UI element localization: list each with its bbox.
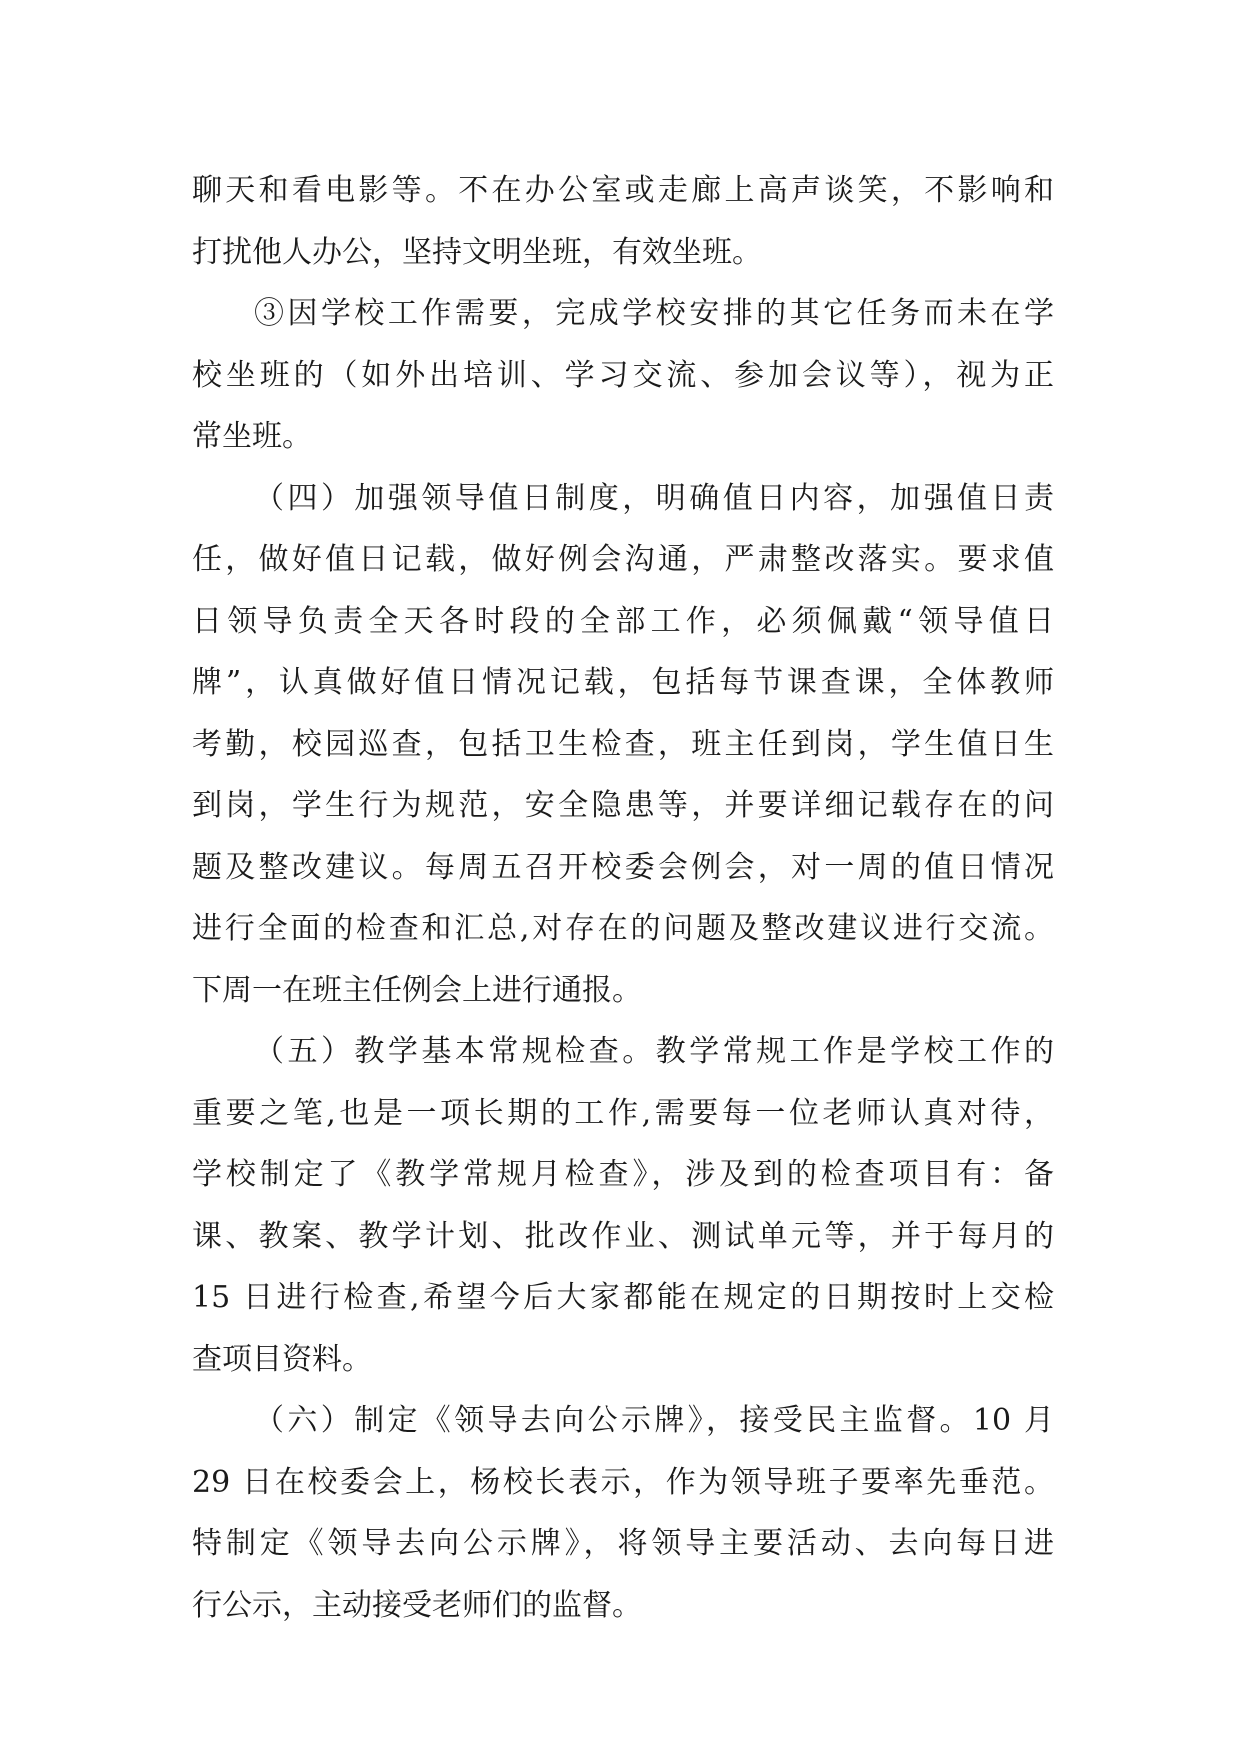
text-line: 打扰他人办公，坚持文明坐班，有效坐班。 — [192, 234, 762, 270]
text-line: 查项目资料。 — [192, 1341, 372, 1377]
text-line: （六）制定《领导去向公示牌》，接受民主监督。10 月 — [254, 1403, 1054, 1438]
text-line: 特制定《领导去向公示牌》，将领导主要活动、去向每日进 — [192, 1526, 1054, 1561]
text-line: 校坐班的（如外出培训、学习交流、参加会议等），视为正 — [192, 357, 1054, 393]
text-line: （五）教学基本常规检查。教学常规工作是学校工作的 — [254, 1034, 1054, 1069]
text-line: 下周一在班主任例会上进行通报。 — [192, 972, 642, 1008]
text-line: 学校制定了《教学常规月检查》，涉及到的检查项目有：备 — [192, 1157, 1054, 1192]
text-line: 任，做好值日记载，做好例会沟通，严肃整改落实。要求值 — [192, 542, 1054, 577]
text-line: （四）加强领导值日制度，明确值日内容，加强值日责 — [254, 480, 1054, 516]
text-line: 重要之笔,也是一项长期的工作,需要每一位老师认真对待， — [192, 1095, 1054, 1131]
text-line: 考勤，校园巡查，包括卫生检查，班主任到岗，学生值日生 — [192, 726, 1054, 762]
text-line: 课、教案、教学计划、批改作业、测试单元等，并于每月的 — [192, 1218, 1054, 1254]
text-line: 日领导负责全天各时段的全部工作，必须佩戴“领导值日 — [192, 603, 1054, 639]
text-line: 题及整改建议。每周五召开校委会例会，对一周的值日情况 — [192, 849, 1054, 885]
text-line: 牌”，认真做好值日情况记载，包括每节课查课，全体教师 — [192, 665, 1054, 700]
text-line: 常坐班。 — [192, 419, 312, 454]
text-line: 到岗，学生行为规范，安全隐患等，并要详细记载存在的问 — [192, 788, 1054, 823]
text-line: 聊天和看电影等。不在办公室或走廊上高声谈笑，不影响和 — [192, 173, 1054, 208]
document-body — [192, 160, 1054, 1636]
text-line: 29 日在校委会上，杨校长表示，作为领导班子要率先垂范。 — [192, 1464, 1054, 1500]
text-line: 进行全面的检查和汇总,对存在的问题及整改建议进行交流。 — [192, 911, 1054, 946]
text-line: 行公示，主动接受老师们的监督。 — [192, 1587, 642, 1623]
text-line: ③因学校工作需要，完成学校安排的其它任务而未在学 — [254, 296, 1054, 331]
text-line: 15 日进行检查,希望今后大家都能在规定的日期按时上交检 — [192, 1280, 1054, 1315]
